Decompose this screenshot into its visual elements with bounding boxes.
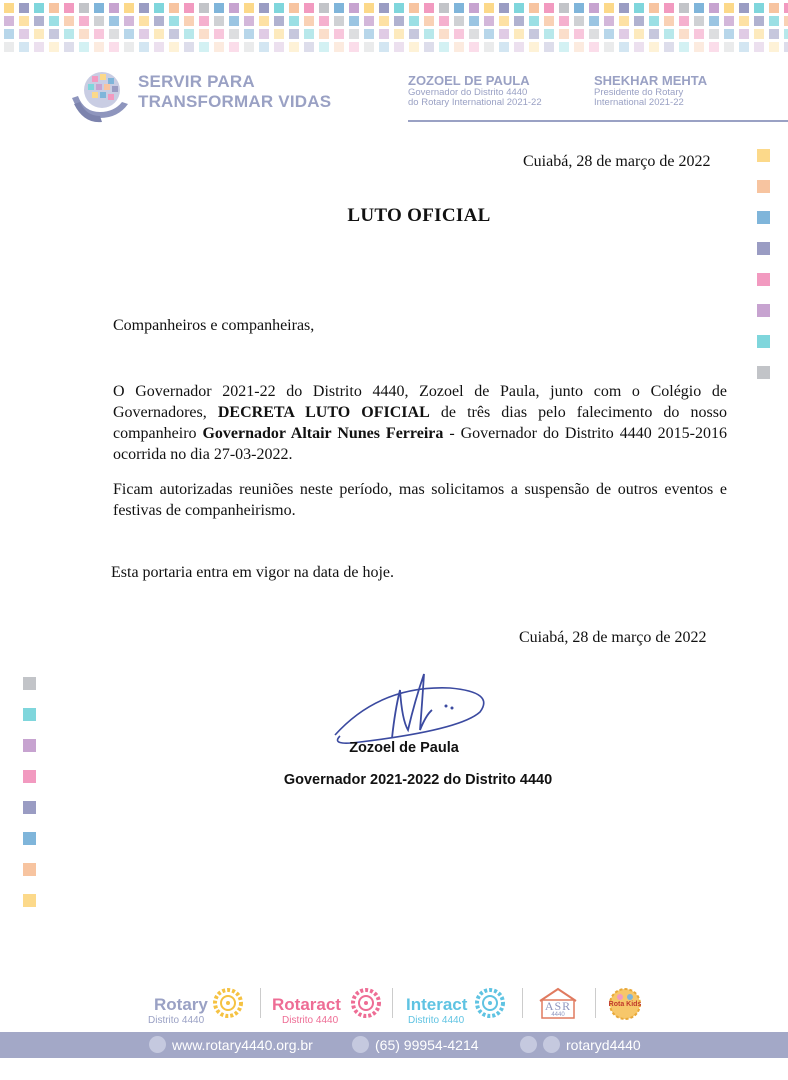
mosaic-tile [559, 3, 569, 13]
mosaic-tile [379, 16, 389, 26]
decor-square [757, 366, 770, 379]
mosaic-tile [634, 29, 644, 39]
mosaic-tile [559, 42, 569, 52]
mosaic-tile [274, 29, 284, 39]
mosaic-tile [229, 3, 239, 13]
mosaic-tile [379, 29, 389, 39]
mosaic-tile [484, 16, 494, 26]
paragraph-decree [113, 381, 727, 465]
mosaic-tile [244, 3, 254, 13]
mosaic-tile [109, 42, 119, 52]
mosaic-tile [64, 42, 74, 52]
mosaic-tile [244, 16, 254, 26]
mosaic-tile [364, 29, 374, 39]
mosaic-tile [34, 16, 44, 26]
mosaic-tile [469, 42, 479, 52]
mosaic-tile [79, 16, 89, 26]
mosaic-tile [709, 42, 719, 52]
mosaic-tile [304, 16, 314, 26]
mosaic-tile [649, 3, 659, 13]
right-side-squares [757, 149, 770, 397]
mosaic-tile [409, 3, 419, 13]
mosaic-tile [319, 29, 329, 39]
mosaic-tile [664, 29, 674, 39]
mosaic-tile [364, 42, 374, 52]
asr-district: 4440 [551, 1012, 565, 1018]
mosaic-tile [619, 3, 629, 13]
rotaract-district: Distrito 4440 [282, 1015, 339, 1026]
mosaic-tile [259, 42, 269, 52]
mosaic-tile [199, 16, 209, 26]
mosaic-tile [439, 29, 449, 39]
mosaic-tile [154, 16, 164, 26]
date-top: Cuiabá, 28 de março de 2022 [523, 153, 711, 170]
mosaic-tile [259, 3, 269, 13]
phone-contact[interactable] [352, 1036, 479, 1053]
mosaic-tile [184, 16, 194, 26]
decree-text-1: O Governador 2021-22 do Distrito 4440, Zozoel de Paula, junto com o Colégio de Governadores, [113, 383, 727, 421]
mosaic-tile [679, 3, 689, 13]
mosaic-tile [514, 29, 524, 39]
mosaic-tile [724, 29, 734, 39]
mosaic-tile [784, 3, 788, 13]
mosaic-tile [469, 3, 479, 13]
mosaic-tile [544, 29, 554, 39]
asr-wordmark: ASR [544, 999, 572, 1013]
mosaic-tile [184, 3, 194, 13]
mosaic-tile [619, 16, 629, 26]
partner-logos [0, 985, 788, 1030]
mosaic-tile [4, 3, 14, 13]
mosaic-tile [679, 29, 689, 39]
mosaic-tile [709, 29, 719, 39]
mosaic-tile [589, 3, 599, 13]
mosaic-tile [424, 3, 434, 13]
mosaic-tile [169, 42, 179, 52]
mosaic-tile [604, 3, 614, 13]
mosaic-tile [259, 16, 269, 26]
decor-square [23, 832, 36, 845]
mosaic-tile [754, 42, 764, 52]
mosaic-tile [499, 42, 509, 52]
mosaic-tile [664, 16, 674, 26]
mosaic-tile [319, 16, 329, 26]
rotakids-logo [608, 987, 642, 1021]
decor-square [757, 335, 770, 348]
mosaic-tile [4, 42, 14, 52]
mosaic-tile [679, 42, 689, 52]
mosaic-tile [619, 42, 629, 52]
signer-name: Zozoel de Paula [349, 740, 459, 756]
mosaic-tile [169, 29, 179, 39]
rotary-district: Distrito 4440 [148, 1015, 205, 1026]
mosaic-tile [724, 42, 734, 52]
mosaic-tile [169, 3, 179, 13]
decor-square [757, 242, 770, 255]
mosaic-tile [769, 16, 779, 26]
mosaic-tile [214, 3, 224, 13]
decor-square [757, 273, 770, 286]
mosaic-tile [274, 3, 284, 13]
mosaic-tile [529, 3, 539, 13]
rotary-wordmark: Rotary [154, 995, 208, 1014]
honoree-name: Governador Altair Nunes Ferreira [202, 425, 444, 442]
mosaic-tile [109, 29, 119, 39]
mosaic-tile [349, 42, 359, 52]
paragraph-events: Ficam autorizadas reuniões neste período, mas solicitamos a suspensão de outros eventos e festivas de companheirismo. [113, 481, 727, 519]
mosaic-tile [514, 16, 524, 26]
mosaic-tile [469, 29, 479, 39]
mosaic-tile [559, 29, 569, 39]
interact-wordmark: Interact [406, 995, 468, 1014]
mosaic-tile [79, 3, 89, 13]
mosaic-tile [544, 42, 554, 52]
mosaic-tile [454, 3, 464, 13]
mosaic-tile [229, 16, 239, 26]
mosaic-tile [424, 42, 434, 52]
decor-square [757, 180, 770, 193]
mosaic-tile [319, 42, 329, 52]
mosaic-tile [49, 29, 59, 39]
mosaic-tile [574, 29, 584, 39]
mosaic-tile [379, 42, 389, 52]
mosaic-tile [244, 29, 254, 39]
mosaic-tile [709, 16, 719, 26]
mosaic-tile [64, 29, 74, 39]
governor-block [408, 73, 542, 108]
mosaic-tile [64, 16, 74, 26]
mosaic-tile [349, 3, 359, 13]
mosaic-tile [49, 16, 59, 26]
mosaic-tile [109, 3, 119, 13]
mosaic-tile [394, 16, 404, 26]
mosaic-tile [49, 42, 59, 52]
president-title-2: International 2021-22 [594, 97, 684, 108]
mosaic-tile [604, 42, 614, 52]
governor-name: ZOZOEL DE PAULA [408, 73, 530, 88]
mosaic-tile [739, 3, 749, 13]
governor-title-1: Governador do Distrito 4440 [408, 87, 528, 98]
mosaic-tile [724, 16, 734, 26]
mosaic-tile [64, 3, 74, 13]
mosaic-tile [694, 42, 704, 52]
mosaic-tile [94, 42, 104, 52]
mosaic-tile [409, 29, 419, 39]
interact-wheel-icon [474, 987, 506, 1019]
paragraph-effective: Esta portaria entra em vigor na data de hoje. [111, 564, 394, 581]
rotaract-logo [272, 995, 341, 1026]
mosaic-tile [154, 3, 164, 13]
mosaic-tile [139, 3, 149, 13]
mosaic-tile [409, 42, 419, 52]
social-handle[interactable] [520, 1036, 641, 1053]
mosaic-tile [4, 16, 14, 26]
rotary-wheel-icon [212, 987, 244, 1019]
decor-square [23, 677, 36, 690]
facebook-icon [520, 1036, 537, 1053]
mosaic-tile [529, 29, 539, 39]
mosaic-tile [364, 16, 374, 26]
decree-text-3: - Governador do Distrito 4440 2015-2016 ocorrida no dia 27-03-2022. [113, 425, 727, 463]
mosaic-tile [199, 29, 209, 39]
mosaic-tile [394, 42, 404, 52]
logo-separator [595, 988, 596, 1018]
mosaic-tile [649, 16, 659, 26]
decor-square [757, 304, 770, 317]
whatsapp-icon [352, 1036, 369, 1053]
mosaic-tile [394, 29, 404, 39]
mosaic-tile [34, 3, 44, 13]
mosaic-tile [604, 16, 614, 26]
governor-title-2: do Rotary International 2021-22 [408, 97, 542, 108]
mosaic-tile [109, 16, 119, 26]
mosaic-tile [124, 42, 134, 52]
mosaic-tile [289, 29, 299, 39]
mosaic-tile [694, 3, 704, 13]
slogan-line-1: SERVIR PARA [138, 72, 255, 91]
mosaic-tile [229, 42, 239, 52]
hands-globe-logo [70, 68, 130, 124]
mosaic-tile [424, 16, 434, 26]
mosaic-tile [784, 42, 788, 52]
mosaic-tile [634, 16, 644, 26]
decree-text-2: de três dias pelo falecimento do nosso companheiro [113, 404, 727, 442]
mosaic-tile [304, 42, 314, 52]
mosaic-tile [19, 29, 29, 39]
mosaic-tile [334, 3, 344, 13]
mosaic-tile [454, 16, 464, 26]
mosaic-tile [349, 29, 359, 39]
mosaic-tile [79, 29, 89, 39]
mosaic-tile [334, 16, 344, 26]
mosaic-tile [664, 42, 674, 52]
mosaic-tile [214, 16, 224, 26]
mosaic-tile [769, 29, 779, 39]
mosaic-tile [124, 16, 134, 26]
mosaic-tile [574, 16, 584, 26]
mosaic-tile [94, 29, 104, 39]
mosaic-tile [484, 29, 494, 39]
mosaic-tile [499, 29, 509, 39]
mosaic-tile [439, 42, 449, 52]
mosaic-tile [589, 42, 599, 52]
president-title-1: Presidente do Rotary [594, 87, 684, 98]
mosaic-tile [214, 42, 224, 52]
mosaic-tile [304, 29, 314, 39]
mosaic-tile [514, 42, 524, 52]
mosaic-tile [439, 16, 449, 26]
mosaic-tile [124, 3, 134, 13]
mosaic-tile [424, 29, 434, 39]
mosaic-tile [34, 42, 44, 52]
mosaic-tile [199, 3, 209, 13]
mosaic-tile [499, 16, 509, 26]
rotary-logo [148, 995, 208, 1026]
decree-emphasis: DECRETA LUTO OFICIAL [217, 404, 430, 421]
mosaic-tile [754, 3, 764, 13]
logo-separator [260, 988, 261, 1018]
mosaic-tile [274, 42, 284, 52]
mosaic-tile [784, 16, 788, 26]
date-bottom: Cuiabá, 28 de março de 2022 [519, 629, 707, 646]
mosaic-tile [574, 42, 584, 52]
signer-role: Governador 2021-2022 do Distrito 4440 [283, 772, 553, 788]
mosaic-tile [694, 16, 704, 26]
mosaic-tile [19, 42, 29, 52]
decor-square [23, 894, 36, 907]
social-text: rotaryd4440 [566, 1036, 641, 1053]
mosaic-tile [289, 16, 299, 26]
mosaic-tile [349, 16, 359, 26]
mosaic-tile [244, 42, 254, 52]
mosaic-tile [769, 42, 779, 52]
mosaic-tile [34, 29, 44, 39]
mosaic-tile [739, 16, 749, 26]
mosaic-tile [154, 42, 164, 52]
mosaic-tile [94, 3, 104, 13]
mosaic-tile [784, 29, 788, 39]
decor-square [23, 801, 36, 814]
mosaic-tile [4, 29, 14, 39]
mosaic-tile [709, 3, 719, 13]
website-text: www.rotary4440.org.br [172, 1036, 313, 1053]
president-name: SHEKHAR MEHTA [594, 73, 708, 88]
mosaic-tile [604, 29, 614, 39]
mosaic-tile [184, 42, 194, 52]
slogan [138, 72, 331, 112]
mosaic-tile [484, 3, 494, 13]
mosaic-tile [214, 29, 224, 39]
mosaic-tile [334, 42, 344, 52]
mosaic-tile [274, 16, 284, 26]
contact-footer [0, 1032, 788, 1058]
rotaract-wheel-icon [350, 987, 382, 1019]
decor-square [757, 149, 770, 162]
document-title: LUTO OFICIAL [347, 205, 491, 226]
mosaic-tile [514, 3, 524, 13]
mosaic-tile [289, 42, 299, 52]
mosaic-tile [94, 16, 104, 26]
mosaic-tile [79, 42, 89, 52]
mosaic-tile [154, 29, 164, 39]
mosaic-tile [304, 3, 314, 13]
mosaic-tile [19, 3, 29, 13]
interact-logo [406, 995, 467, 1026]
mosaic-tile [124, 29, 134, 39]
mosaic-tile [394, 3, 404, 13]
mosaic-tile [739, 42, 749, 52]
mosaic-tile [139, 16, 149, 26]
globe-icon [149, 1036, 166, 1053]
mosaic-tile [634, 3, 644, 13]
mosaic-tile [649, 29, 659, 39]
mosaic-tile [439, 3, 449, 13]
mosaic-tile [679, 16, 689, 26]
mosaic-tile [454, 29, 464, 39]
mosaic-tile [544, 3, 554, 13]
mosaic-tile [664, 3, 674, 13]
mosaic-tile [589, 29, 599, 39]
handwritten-signature [300, 660, 500, 750]
interact-district: Distrito 4440 [408, 1015, 465, 1026]
mosaic-tile [634, 42, 644, 52]
phone-text: (65) 99954-4214 [375, 1036, 479, 1053]
mosaic-tile [229, 29, 239, 39]
mosaic-tile [19, 16, 29, 26]
mosaic-tile [259, 29, 269, 39]
mosaic-tile [484, 42, 494, 52]
left-side-squares [23, 677, 36, 925]
rotakids-wordmark: Rota Kids [608, 1001, 642, 1008]
mosaic-tile [754, 29, 764, 39]
decor-square [23, 863, 36, 876]
mosaic-tile [559, 16, 569, 26]
instagram-icon [543, 1036, 560, 1053]
mosaic-tile [334, 29, 344, 39]
header-divider [408, 120, 788, 122]
header-mosaic-pattern [0, 0, 788, 56]
mosaic-tile [529, 16, 539, 26]
mosaic-tile [589, 16, 599, 26]
logo-separator [392, 988, 393, 1018]
mosaic-tile [499, 3, 509, 13]
mosaic-tile [49, 3, 59, 13]
website-link[interactable] [149, 1036, 313, 1053]
logo-separator [522, 988, 523, 1018]
mosaic-tile [769, 3, 779, 13]
rotaract-wordmark: Rotaract [272, 995, 341, 1014]
mosaic-tile [379, 3, 389, 13]
mosaic-tile [574, 3, 584, 13]
mosaic-tile [199, 42, 209, 52]
mosaic-tile [139, 42, 149, 52]
greeting: Companheiros e companheiras, [113, 317, 315, 334]
mosaic-tile [169, 16, 179, 26]
mosaic-tile [364, 3, 374, 13]
mosaic-tile [184, 29, 194, 39]
mosaic-tile [409, 16, 419, 26]
mosaic-tile [454, 42, 464, 52]
slogan-line-2: TRANSFORMAR VIDAS [138, 92, 332, 111]
mosaic-tile [724, 3, 734, 13]
mosaic-tile [649, 42, 659, 52]
mosaic-tile [694, 29, 704, 39]
mosaic-tile [739, 29, 749, 39]
asr-logo [536, 987, 580, 1021]
mosaic-tile [754, 16, 764, 26]
mosaic-tile [529, 42, 539, 52]
president-block [594, 73, 707, 108]
mosaic-tile [469, 16, 479, 26]
mosaic-tile [139, 29, 149, 39]
mosaic-tile [544, 16, 554, 26]
mosaic-tile [619, 29, 629, 39]
mosaic-tile [289, 3, 299, 13]
decor-square [23, 708, 36, 721]
mosaic-tile [319, 3, 329, 13]
